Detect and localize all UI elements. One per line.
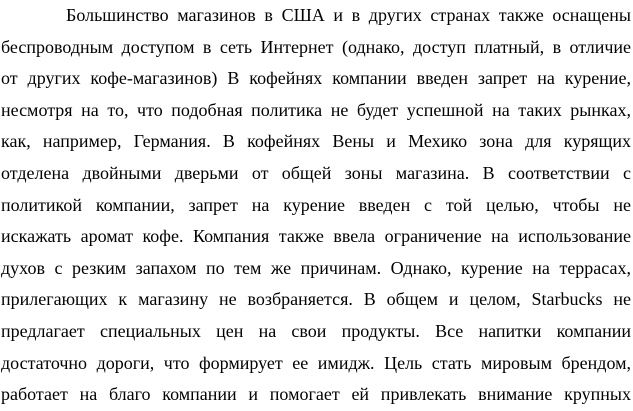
paragraph-line: достаточно дороги, что формирует ее имидж. Цель стать мировым брендом,: [1, 352, 631, 373]
paragraph-line: Большинство магазинов в США и в других странах также оснащены: [66, 5, 631, 25]
paragraph-line: беспроводным доступом в сеть Интернет (однако, доступ платный, в отличие: [1, 36, 631, 57]
paragraph-line: духов с резким запахом по тем же причинам. Однако, курение на террасах,: [1, 257, 631, 278]
paragraph-line: несмотря на то, что подобная политика не будет успешной на таких рынках,: [1, 99, 631, 120]
paragraph-line: прилегающих к магазину не возбраняется. В общем и целом, Starbucks не: [1, 289, 631, 310]
paragraph-line: от других кофе-магазинов) В кофейнях компании введен запрет на курение,: [1, 68, 631, 89]
paragraph: [1, 0, 631, 411]
paragraph-line: искажать аромат кофе. Компания также ввела ограничение на использование: [1, 226, 631, 247]
paragraph-line: отделена двойными дверьми от общей зоны магазина. В соответствии с: [1, 162, 631, 183]
paragraph-line: предлагает специальных цен на свои продукты. Все напитки компании: [1, 320, 631, 341]
paragraph-line: политикой компании, запрет на курение введен с той целью, чтобы не: [1, 194, 631, 215]
paragraph-line: как, например, Германия. В кофейнях Вены и Мехико зона для курящих: [1, 131, 631, 152]
paragraph-line: работает на благо компании и помогает ей привлекать внимание крупных: [1, 384, 631, 405]
